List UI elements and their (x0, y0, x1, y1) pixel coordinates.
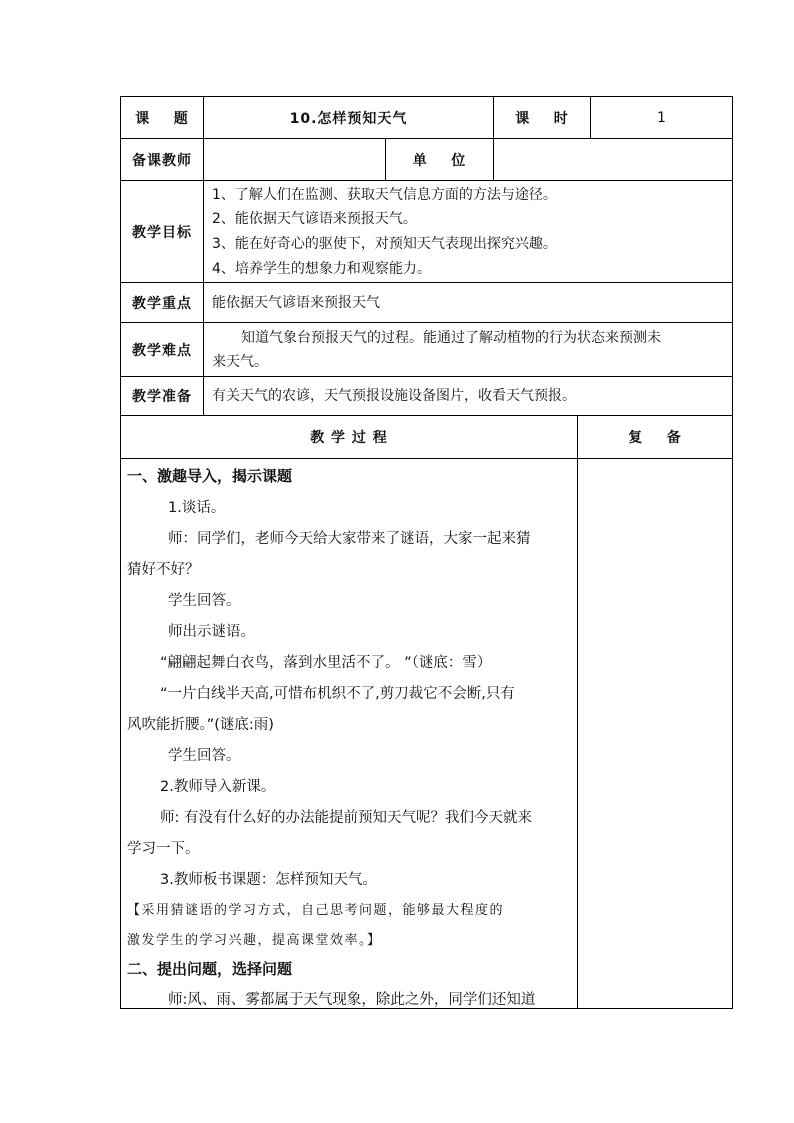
process-header: 教 学 过 程 (310, 430, 388, 446)
body-line: 风吹能折腰。”(谜底:雨) (127, 717, 274, 733)
topic-label: 课 题 (135, 110, 189, 127)
section-heading: 一、激趣导入，揭示课题 (127, 467, 293, 485)
goal-item: 3、能在好奇心的驱使下，对预知天气表现出探究兴趣。 (212, 236, 557, 252)
body-line: 师: 有没有什么好的办法能提前预知天气呢？我们今天就来 (160, 810, 532, 826)
goal-item: 4、培养学生的想象力和观察能力。 (212, 261, 431, 277)
period-label: 课 时 (515, 110, 569, 127)
design-note: 【采用猜谜语的学习方式，自己思考问题，能够最大程度的 (127, 903, 505, 918)
body-line: 2.教师导入新课。 (160, 779, 276, 795)
section-heading: 二、提出问题，选择问题 (127, 960, 293, 978)
preparation-value: 有关天气的农谚，天气预报设施设备图片，收看天气预报。 (212, 388, 576, 404)
difficulty-line: 知道气象台预报天气的过程。能通过了解动植物的行为状态来预测未 (241, 330, 661, 346)
body-line: 1.谈话。 (168, 500, 226, 516)
goal-item: 1、了解人们在监测、获取天气信息方面的方法与途径。 (212, 187, 557, 203)
topic-value: 10.怎样预知天气 (289, 110, 408, 127)
body-line: 3.教师板书课题：怎样预知天气。 (160, 872, 377, 888)
teacher-label: 备课教师 (132, 152, 192, 169)
difficulty-line: 来天气。 (212, 354, 268, 370)
body-line: 师:风、雨、雾都属于天气现象，除此之外，同学们还知道 (168, 992, 536, 1008)
body-line: 学生回答。 (168, 593, 241, 609)
table-border-right (732, 96, 733, 1009)
period-value: 1 (657, 109, 666, 126)
review-header: 复 备 (628, 430, 682, 446)
goal-item: 2、能依据天气谚语来预报天气。 (212, 211, 417, 227)
body-line: “翩翩起舞白衣鸟，落到水里活不了。 ”（谜底：雪） (160, 655, 492, 671)
preparation-label: 教学准备 (132, 389, 192, 405)
body-line: 学习一下。 (127, 841, 200, 857)
goals-label: 教学目标 (132, 224, 192, 241)
body-line: 师出示谜语。 (168, 624, 255, 640)
body-line: 学生回答。 (168, 748, 241, 764)
body-line: 猜好不好？ (127, 562, 200, 578)
design-note: 激发学生的学习兴趣，提高课堂效率。】 (127, 933, 382, 948)
unit-label: 单 位 (412, 152, 467, 169)
difficulty-label: 教学难点 (132, 342, 192, 359)
key-point-value: 能依据天气谚语来预报天气 (212, 295, 380, 311)
body-line: “一片白线半天高,可惜布机织不了,剪刀裁它不会断,只有 (160, 686, 515, 702)
review-column (578, 459, 732, 1008)
body-line: 师：同学们，老师今天给大家带来了谜语，大家一起来猜 (168, 531, 531, 547)
key-point-label: 教学重点 (132, 295, 192, 312)
